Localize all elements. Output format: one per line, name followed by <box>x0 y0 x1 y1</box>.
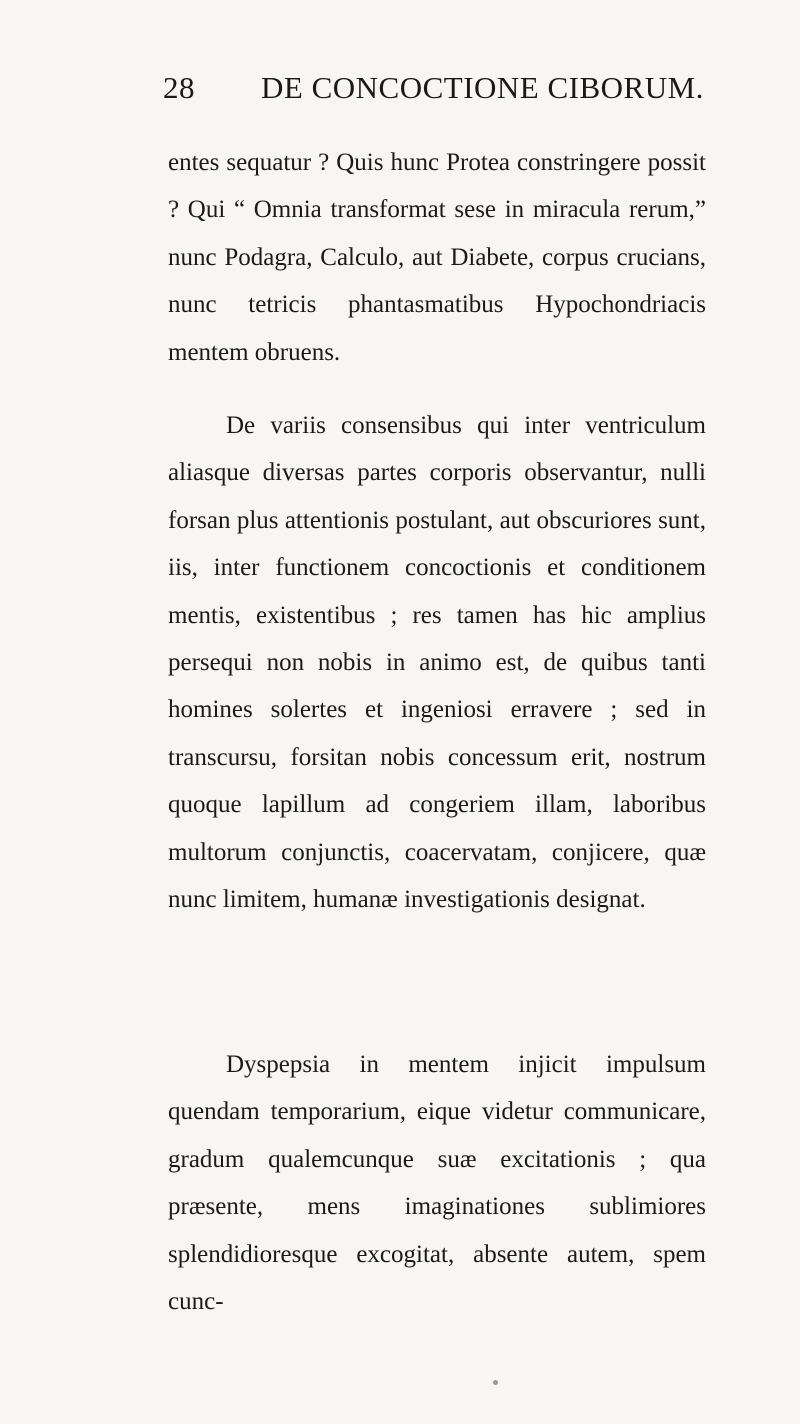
running-head <box>163 70 703 110</box>
paragraph-dyspepsia <box>168 1041 706 1325</box>
running-title: DE CONCOCTIONE CIBORUM. <box>261 70 704 105</box>
paragraph-text: De variis consensibus qui inter ventriculum aliasque diversas partes corporis observantur, nulli forsan plus attentionis postulant, aut obscuriores sunt, iis, inter functionem concoctionis et conditionem mentis, existentibus ; res tamen has hic amplius persequi non nobis in animo est, de quibus tanti homines solertes et ingeniosi erravere ; sed in transcursu, forsitan nobis concessum erit, nostrum quoque lapillum ad congeriem illam, laboribus multorum conjunctis, coacervatam, conjicere, quæ nunc limitem, humanæ investigationis designat. <box>168 412 706 914</box>
paragraph-consensus <box>168 402 706 923</box>
ink-dot <box>493 1380 498 1385</box>
paragraph-continuation <box>168 139 706 376</box>
paragraph-text: entes sequatur ? Quis hunc Protea constringere possit ? Qui “ Omnia transformat sese in miracula rerum,” nunc Podagra, Calculo, aut Diabete, corpus crucians, nunc tetricis phantasmatibus Hypochondriacis mentem obruens. <box>168 149 706 366</box>
paragraph-text: Dyspepsia in mentem injicit impulsum quendam temporarium, eique videtur communicare, gradum qualemcunque suæ excitationis ; qua præsente, mens imaginationes sublimiores splendidioresque excogitat, absente autem, spem cunc- <box>168 1051 706 1316</box>
page-number: 28 <box>163 70 195 105</box>
